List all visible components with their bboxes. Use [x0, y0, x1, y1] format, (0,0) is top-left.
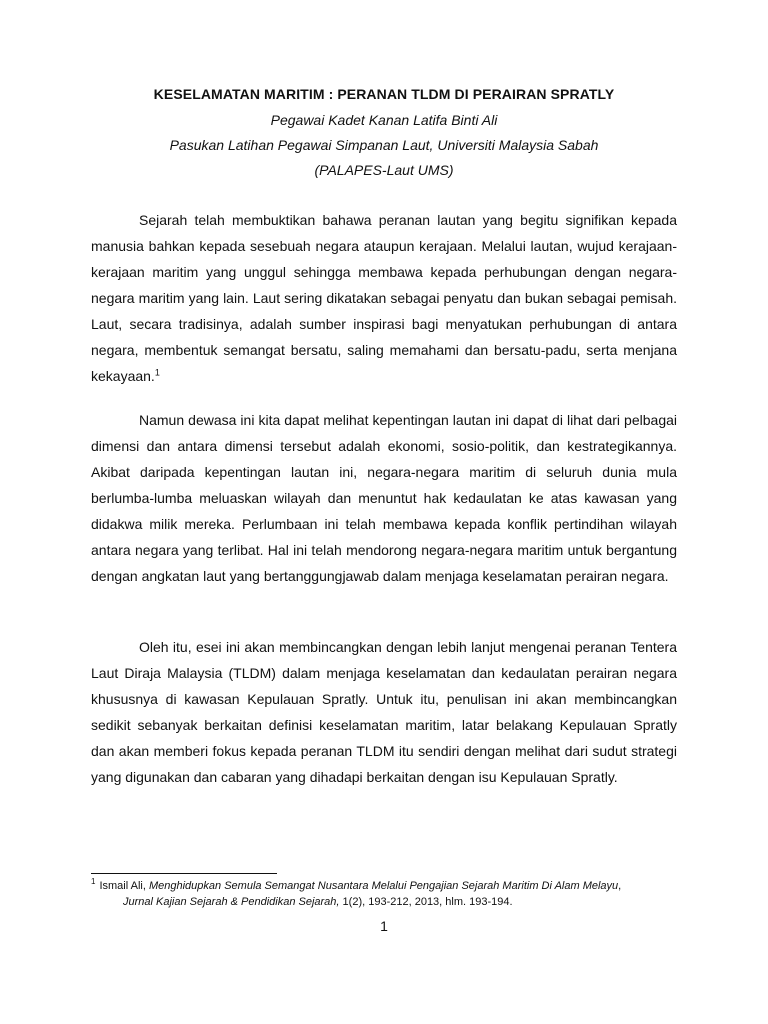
author-name: Pegawai Kadet Kanan Latifa Binti Ali	[270, 112, 498, 128]
document-title: KESELAMATAN MARITIM : PERANAN TLDM DI PERAIRAN SPRATLY	[153, 86, 615, 102]
footnote-title: Menghidupkan Semula Semangat Nusantara Melalui Pengajian Sejarah Maritim Di Alam Melayu	[148, 880, 619, 892]
footnote-journal: Jurnal Kajian Sejarah & Pendidikan Sejarah,	[123, 896, 340, 908]
author-unit: (PALAPES-Laut UMS)	[314, 162, 454, 178]
body-paragraph-1	[91, 207, 677, 389]
page-number: 1	[380, 918, 388, 934]
footnote	[91, 878, 677, 910]
author-affiliation: Pasukan Latihan Pegawai Simpanan Laut, Universiti Malaysia Sabah	[169, 137, 599, 153]
paragraph-text: Namun dewasa ini kita dapat melihat kepentingan lautan ini dapat di lihat dari pelbagai dimensi dan antara dimensi tersebut adalah ekonomi, sosio-politik, dan kestrategikannya. Akibat daripada kepentingan lautan ini, negara-negara maritim di seluruh dunia mula berlumba-lumba meluaskan wilayah dan menuntut hak kedaulatan ke atas kawasan yang didakwa milik mereka. Perlumbaan ini telah membawa kepada konflik pertindihan wilayah antara negara yang terlibat. Hal ini telah mendorong negara-negara maritim untuk bergantung dengan angkatan laut yang bertanggungjawab dalam menjaga keselamatan perairan negara.	[91, 412, 677, 584]
footnote-author: Ismail Ali,	[99, 880, 146, 892]
footnote-divider	[91, 873, 277, 874]
body-paragraph-2	[91, 407, 677, 589]
footnote-separator: ,	[618, 880, 622, 892]
footnote-citation-line	[91, 894, 677, 910]
body-paragraph-3	[91, 634, 677, 790]
paragraph-text: Oleh itu, esei ini akan membincangkan dengan lebih lanjut mengenai peranan Tentera Laut Diraja Malaysia (TLDM) dalam menjaga keselamatan dan kedaulatan perairan negara khususnya di kawasan Kepulauan Spratly. Untuk itu, penulisan ini akan membincangkan sedikit sebanyak berkaitan definisi keselamatan maritim, latar belakang Kepulauan Spratly dan akan memberi fokus kepada peranan TLDM itu sendiri dengan melihat dari sudut strategi yang digunakan dan cabaran yang dihadapi berkaitan dengan isu Kepulauan Spratly.	[91, 639, 677, 785]
footnote-reference[interactable]: 1	[154, 367, 160, 378]
footnote-mark: 1	[91, 877, 96, 887]
paragraph-text: Sejarah telah membuktikan bahawa peranan lautan yang begitu signifikan kepada manusia bahkan kepada sesebuah negara ataupun kerajaan. Melalui lautan, wujud kerajaan-kerajaan maritim yang unggul sehingga membawa kepada perhubungan dengan negara-negara maritim yang lain. Laut sering dikatakan sebagai penyatu dan bukan sebagai pemisah. Laut, secara tradisinya, adalah sumber inspirasi bagi menyatukan perhubungan di antara negara, membentuk semangat bersatu, saling memahami dan bersatu-padu, serta menjana kekayaan.	[91, 212, 677, 384]
footnote-details: 1(2), 193-212, 2013, hlm. 193-194.	[342, 896, 513, 908]
